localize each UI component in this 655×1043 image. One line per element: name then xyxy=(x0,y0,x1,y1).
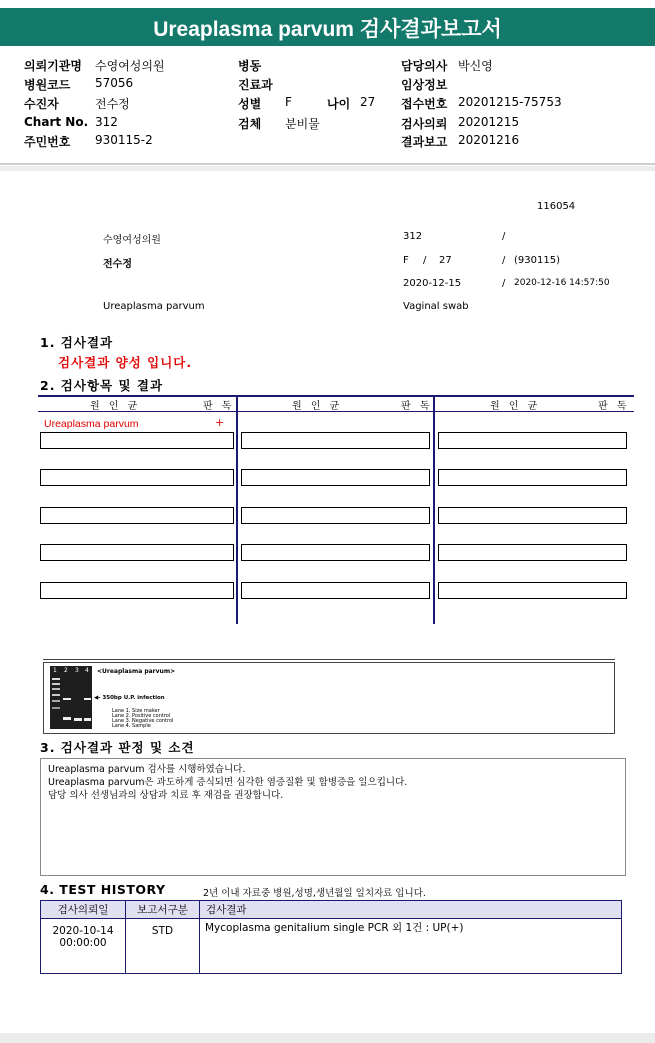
gel-band-label: ◀- 350bp U.P. infection xyxy=(94,695,165,701)
header-label-chart-no: Chart No. xyxy=(24,115,89,129)
header-label-patient: 수진자 xyxy=(24,97,59,111)
header-value-sex: F xyxy=(285,95,292,109)
header-divider xyxy=(0,163,655,165)
gel-legend-1: Lane 1. Size maker xyxy=(112,708,160,714)
section2-title: 2. 검사항목 및 결과 xyxy=(40,378,164,393)
info-specimen: Vaginal swab xyxy=(403,301,469,312)
gel-legend-3: Lane 3. Negative control xyxy=(112,718,174,724)
header-label-sex: 성별 xyxy=(238,97,262,111)
report-title: Ureaplasma parvum 검사결과보고서 xyxy=(153,18,502,41)
gel-lane-2: 2 xyxy=(64,667,68,674)
header-label-doctor: 담당의사 xyxy=(401,59,448,73)
result-cell xyxy=(40,507,234,524)
report-title-bar xyxy=(0,8,655,46)
gel-legend-4: Lane 4. Sample xyxy=(112,723,151,729)
header-label-resident-no: 주민번호 xyxy=(24,135,71,149)
remark-line: 담당 의사 선생님과의 상담과 치료 후 재검을 권장합니다. xyxy=(48,790,284,801)
info-hospital: 수영여성의원 xyxy=(103,235,161,246)
organism-result-positive: + xyxy=(215,416,225,429)
gel-image xyxy=(50,666,92,729)
header-label-request-date: 검사의뢰 xyxy=(401,117,448,131)
result-cell xyxy=(438,432,627,449)
gel-heading: <Ureaplasma parvum> xyxy=(97,668,176,675)
header-value-report-date: 20201216 xyxy=(458,133,520,147)
remark-line: Ureaplasma parvum 검사를 시행하였습니다. xyxy=(48,764,246,775)
info-slash-b: / xyxy=(502,255,506,266)
info-sex: F xyxy=(403,255,409,266)
gel-top-line xyxy=(43,659,615,660)
result-cell xyxy=(438,544,627,561)
history-header-date: 검사의뢰일 xyxy=(41,901,126,919)
header-value-resident-no: 930115-2 xyxy=(95,133,153,147)
info-slash-a: / xyxy=(423,255,427,266)
gel-panel xyxy=(43,662,615,734)
gel-lane-1: 1 xyxy=(53,667,57,674)
section3-title: 3. 검사결과 판정 및 소견 xyxy=(40,740,195,755)
header-value-hospital-code: 57056 xyxy=(95,76,134,90)
history-header-type: 보고서구분 xyxy=(126,901,200,919)
header-label-hospital-code: 병원코드 xyxy=(24,78,71,92)
table-row xyxy=(41,919,622,974)
history-header-result: 검사결과 xyxy=(200,901,622,919)
result-cell xyxy=(40,469,234,486)
header-label-ward: 병동 xyxy=(238,59,262,73)
result-cell xyxy=(241,544,430,561)
info-test-name: Ureaplasma parvum xyxy=(103,301,205,312)
result-cell xyxy=(40,544,234,561)
info-age: 27 xyxy=(439,255,452,266)
header-label-dept: 진료과 xyxy=(238,78,273,92)
header-label-clinical-info: 임상정보 xyxy=(401,78,448,92)
col-header-organism-2: 원 인 균 xyxy=(292,401,343,412)
section4-title: 4. TEST HISTORY xyxy=(40,882,166,897)
result-cell xyxy=(438,507,627,524)
result-cell xyxy=(438,582,627,599)
header-value-patient: 전수정 xyxy=(95,97,130,111)
history-table xyxy=(40,900,622,974)
col-header-result-1: 판 독 xyxy=(203,401,235,412)
info-slash: / xyxy=(502,231,506,242)
result-cell xyxy=(40,582,234,599)
header-value-request-date: 20201215 xyxy=(458,115,520,129)
result-cell xyxy=(241,582,430,599)
gel-lane-3: 3 xyxy=(75,667,79,674)
header-label-age: 나이 xyxy=(327,97,351,111)
history-time: 00:00:00 xyxy=(59,937,107,949)
section1-result: 검사결과 양성 입니다. xyxy=(58,355,193,370)
organism-ureaplasma-parvum: Ureaplasma parvum xyxy=(44,418,139,430)
history-date: 2020-10-14 xyxy=(52,925,114,937)
header-label-report-date: 결과보고 xyxy=(401,135,448,149)
info-chart: 312 xyxy=(403,231,423,242)
header-divider-shadow xyxy=(0,166,655,171)
header-value-chart-no: 312 xyxy=(95,115,118,129)
result-cell xyxy=(241,469,430,486)
history-note: 2년 이내 자료중 병원,성명,생년월일 일치자료 입니다. xyxy=(203,888,426,899)
info-patient: 전수정 xyxy=(103,259,132,270)
result-cell xyxy=(40,432,234,449)
header-label-institution: 의뢰기관명 xyxy=(24,59,82,73)
info-slash-2: / xyxy=(502,278,506,289)
gel-legend-2: Lane 2. Positive control xyxy=(112,713,171,719)
result-cell xyxy=(438,469,627,486)
info-birth: (930115) xyxy=(514,255,560,266)
result-cell xyxy=(241,507,430,524)
header-label-specimen: 검체 xyxy=(238,117,262,131)
info-code: 116054 xyxy=(537,201,576,212)
page-footer-band xyxy=(0,1033,655,1043)
history-type: STD xyxy=(126,919,200,974)
history-result: Mycoplasma genitalium single PCR 외 1건 : UP(+) xyxy=(200,919,622,974)
col-header-result-3: 판 독 xyxy=(598,401,630,412)
header-label-receipt-no: 접수번호 xyxy=(401,97,448,111)
info-report-date: 2020-12-16 14:57:50 xyxy=(514,278,610,288)
header-value-specimen: 분비물 xyxy=(285,117,320,131)
section1-title: 1. 검사결과 xyxy=(40,335,114,350)
results-col-divider-2 xyxy=(433,397,435,624)
result-cell xyxy=(241,432,430,449)
header-value-doctor: 박신영 xyxy=(458,59,493,73)
info-receive-date: 2020-12-15 xyxy=(403,278,462,289)
remark-line: Ureaplasma parvum은 과도하게 증식되면 심각한 염증질환 및 합병증을 일으킵니다. xyxy=(48,777,408,788)
gel-lane-4: 4 xyxy=(85,667,89,674)
col-header-organism-3: 원 인 균 xyxy=(490,401,541,412)
header-value-institution: 수영여성의원 xyxy=(95,59,165,73)
header-value-receipt-no: 20201215-75753 xyxy=(458,95,562,109)
col-header-organism-1: 원 인 균 xyxy=(90,401,141,412)
remarks-box xyxy=(40,758,626,876)
col-header-result-2: 판 독 xyxy=(401,401,433,412)
results-col-divider-1 xyxy=(236,397,238,624)
header-value-age: 27 xyxy=(360,95,376,109)
